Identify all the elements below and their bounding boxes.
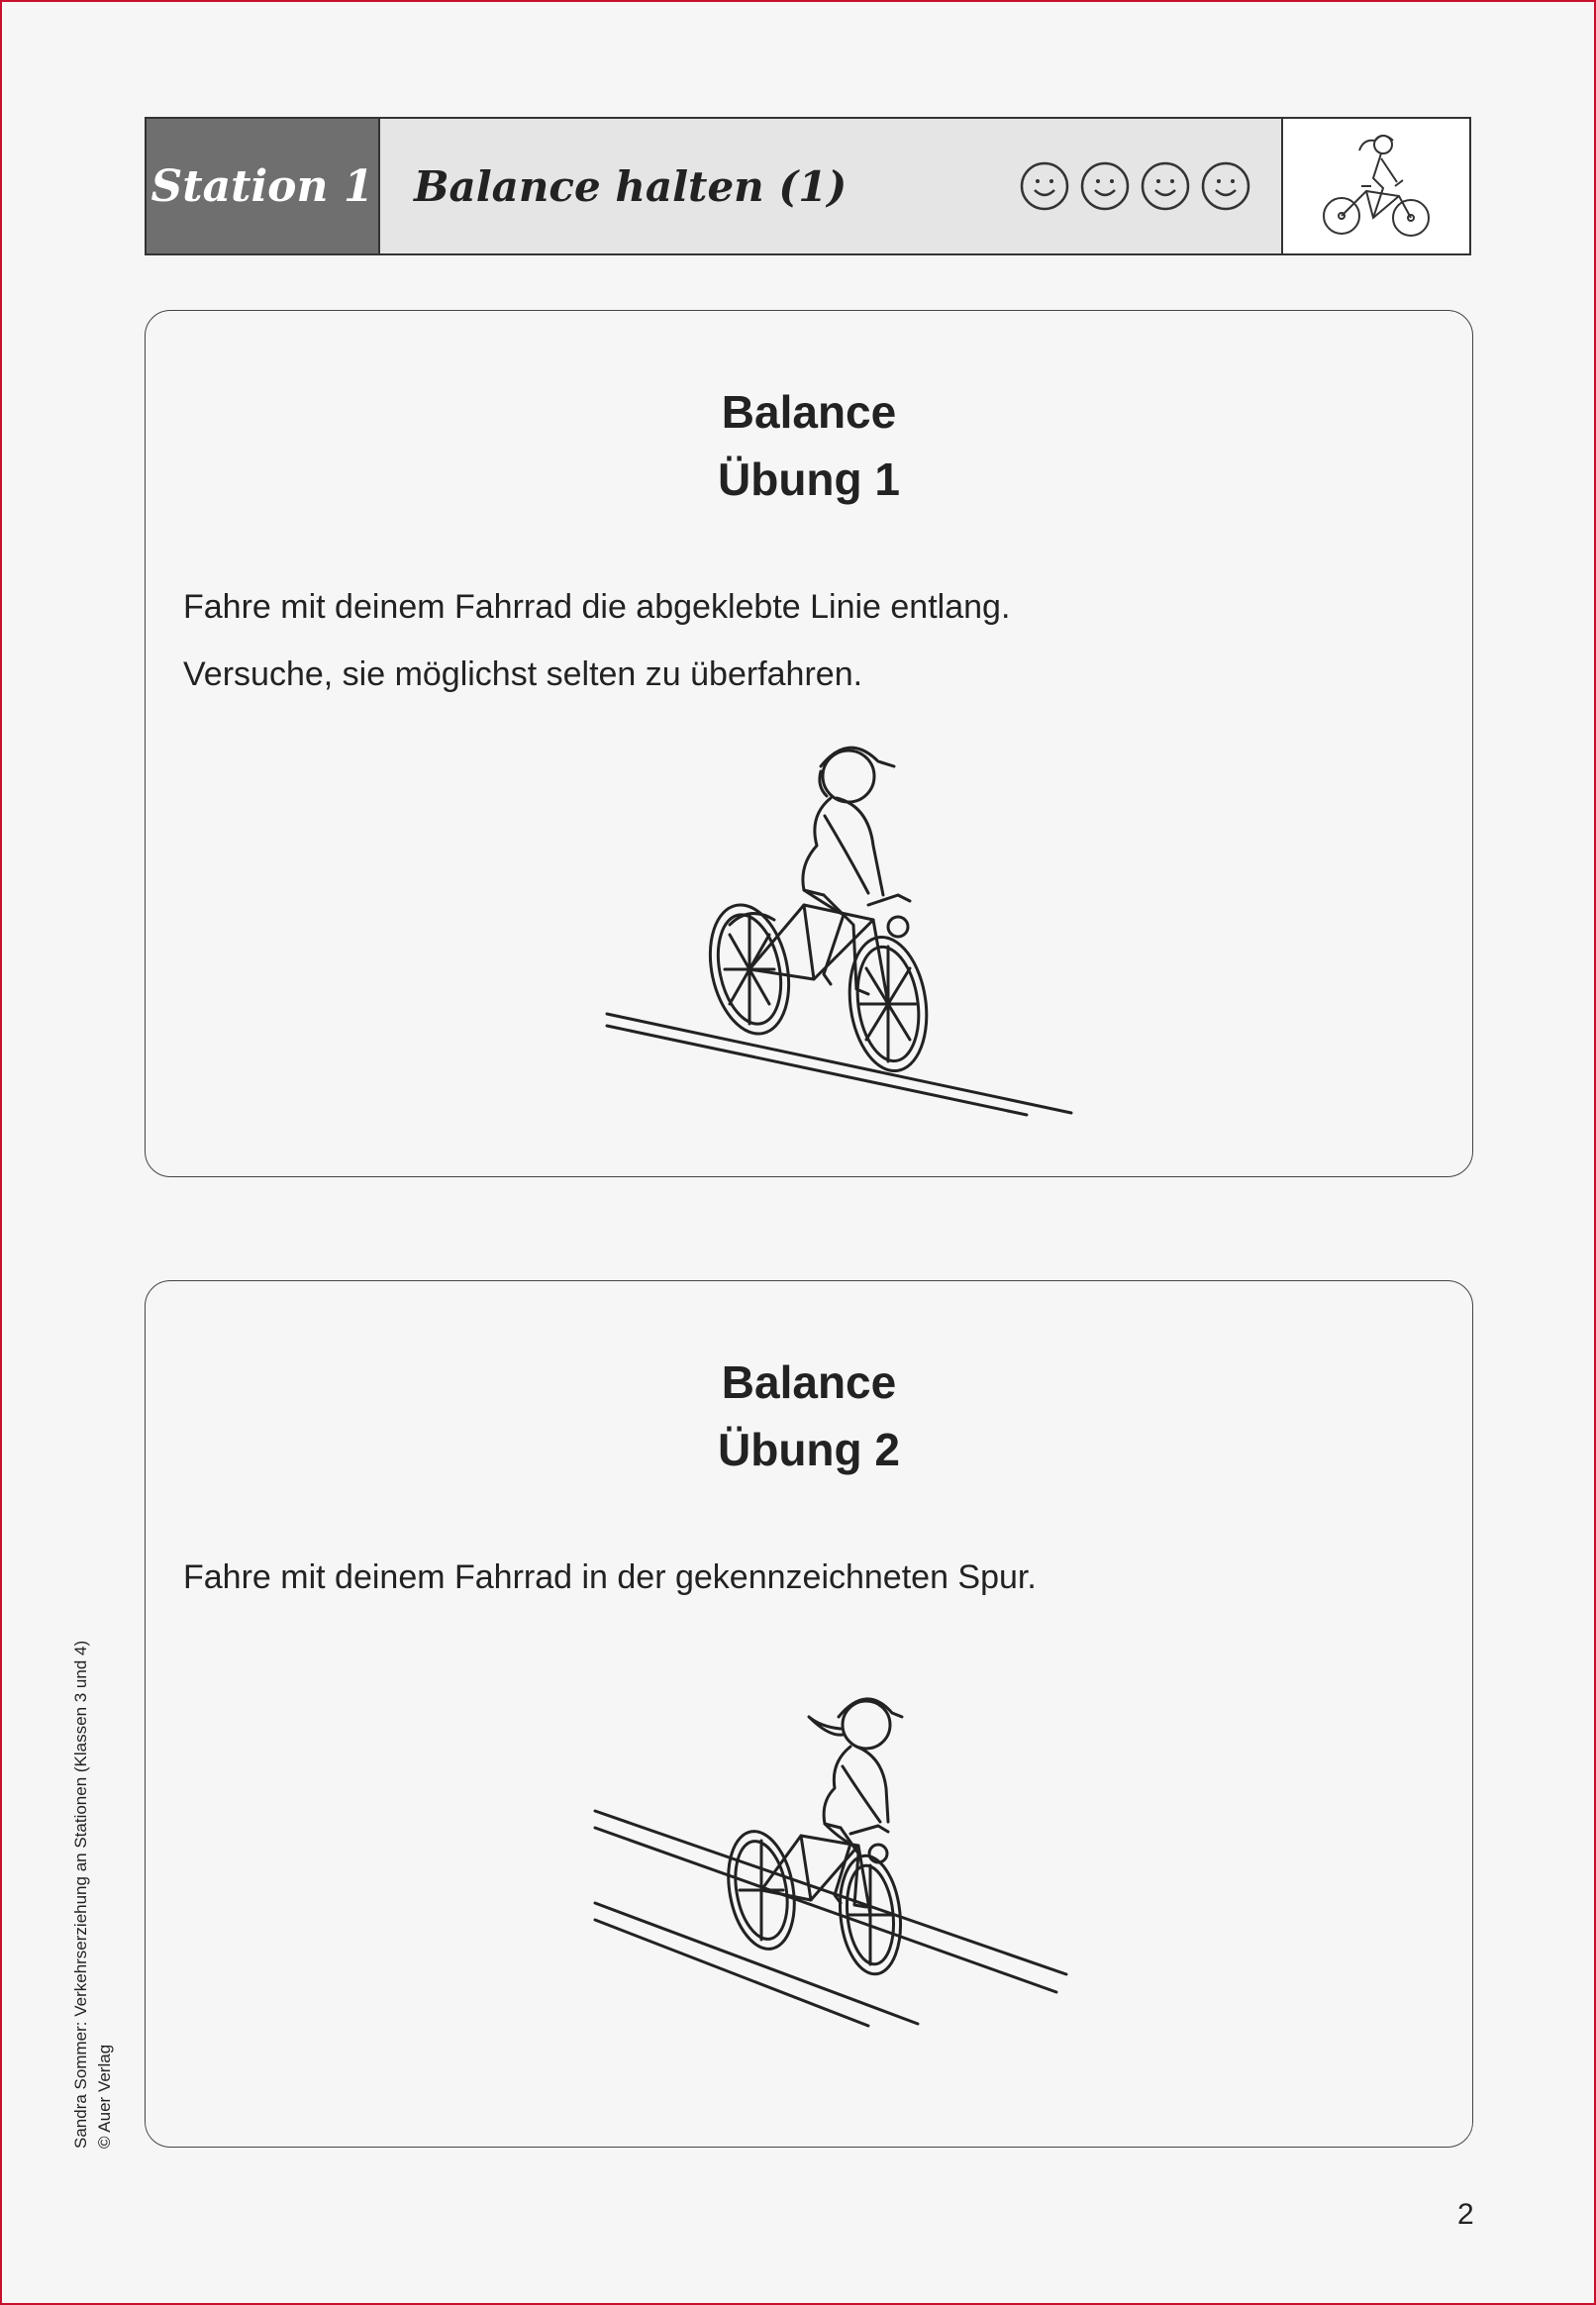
smiley-icon[interactable] — [1079, 160, 1131, 212]
instruction-line: Fahre mit deinem Fahrrad die abgeklebte Linie entlang. — [183, 588, 1011, 626]
exercise-card-1 — [145, 310, 1473, 1177]
copyright-note — [69, 1641, 117, 2149]
smiley-rating — [1019, 160, 1251, 212]
header-cyclist-image — [1281, 119, 1469, 253]
publisher-line: © Auer Verlag — [95, 2044, 114, 2149]
cyclist-icon — [1312, 127, 1441, 246]
instruction-line: Fahre mit deinem Fahrrad in der gekennzeichneten Spur. — [183, 1558, 1037, 1596]
station-title: Balance halten (1) — [414, 161, 848, 211]
card-heading — [146, 1349, 1472, 1483]
station-label: Station 1 — [147, 119, 380, 253]
card-title: Balance — [721, 1356, 897, 1408]
smiley-icon[interactable] — [1200, 160, 1251, 212]
cyclist-on-line-illustration — [601, 727, 1096, 1123]
title-cell — [380, 119, 1281, 253]
card-heading — [146, 378, 1472, 513]
credit-line: Sandra Sommer: Verkehrserziehung an Stationen (Klassen 3 und 4) — [71, 1640, 90, 2149]
smiley-icon[interactable] — [1140, 160, 1191, 212]
exercise-card-2 — [145, 1280, 1473, 2148]
smiley-icon[interactable] — [1019, 160, 1070, 212]
page-number: 2 — [1457, 2198, 1474, 2231]
card-title: Balance — [721, 386, 897, 438]
instruction-line: Versuche, sie möglichst selten zu überfahren. — [183, 655, 863, 693]
cyclist-in-lane-illustration — [591, 1677, 1086, 2054]
station-header — [145, 117, 1471, 255]
card-subtitle: Übung 2 — [718, 1424, 900, 1475]
card-subtitle: Übung 1 — [718, 453, 900, 505]
